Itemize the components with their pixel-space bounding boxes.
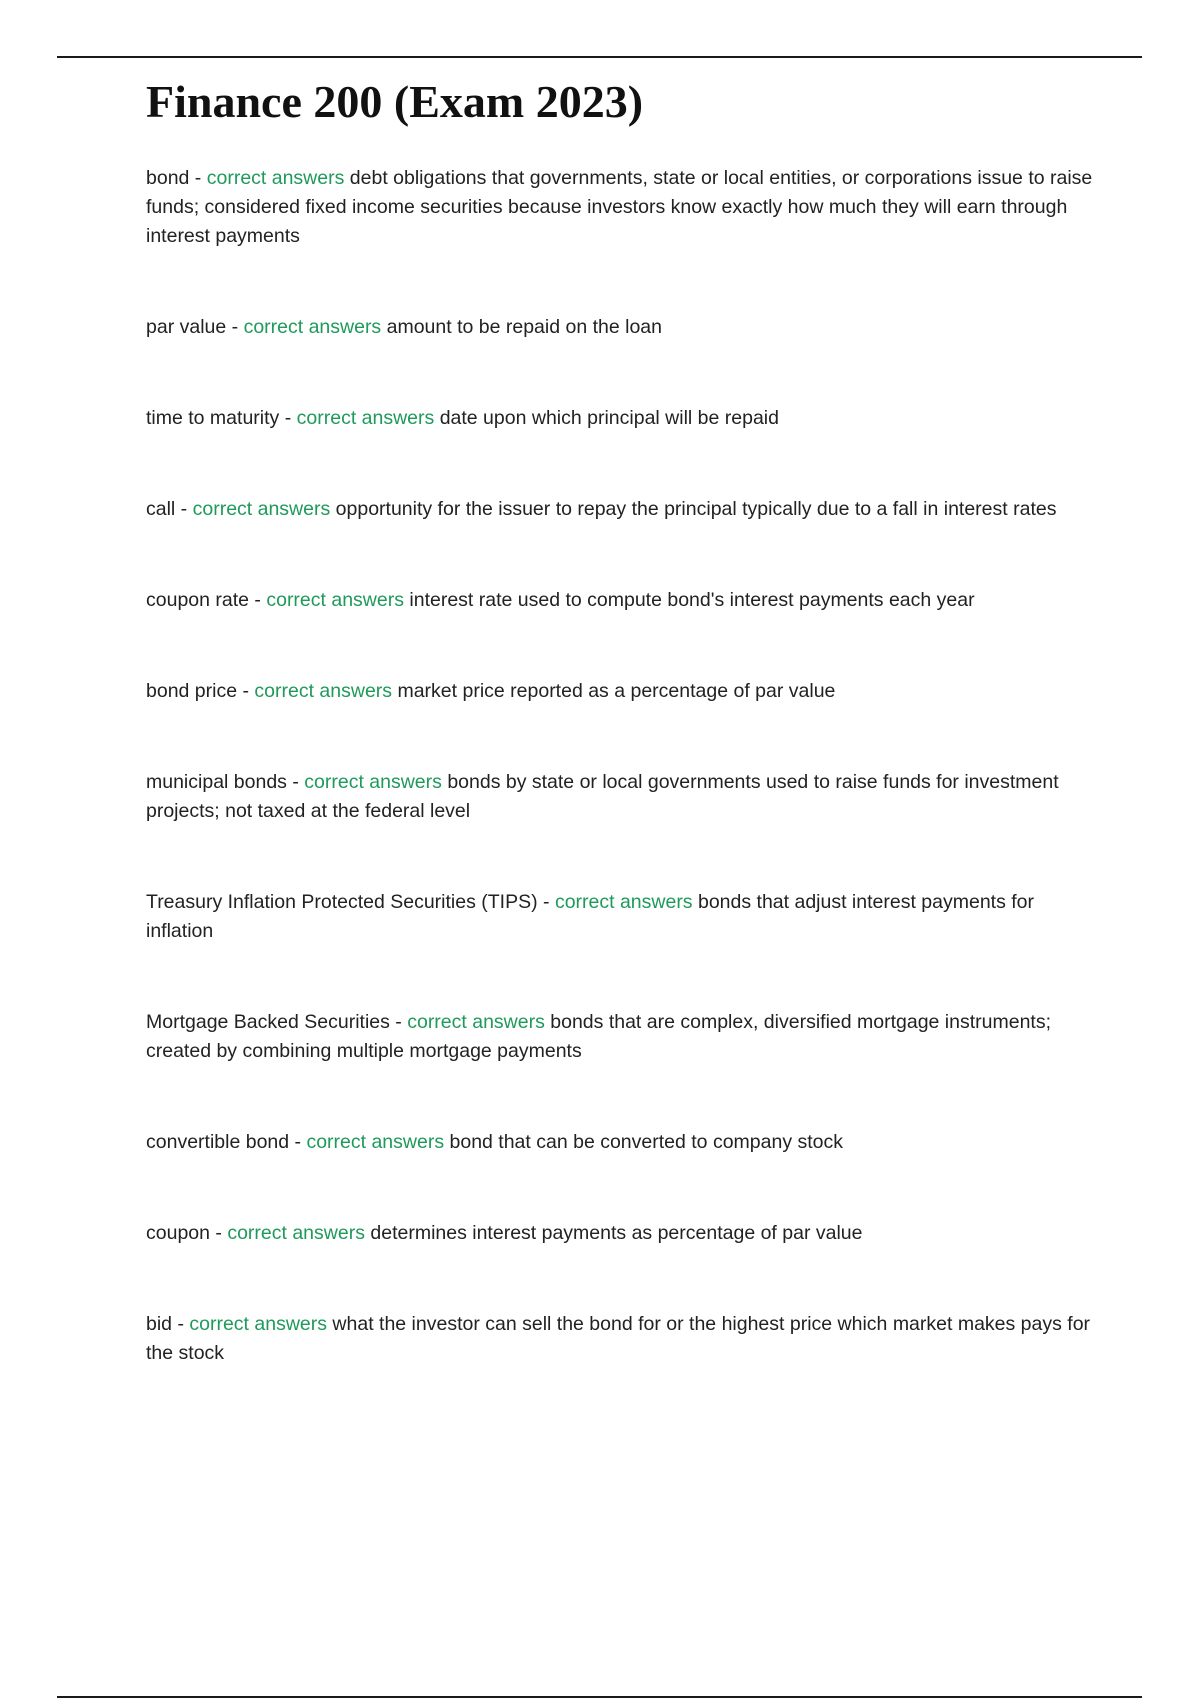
separator: - bbox=[286, 771, 305, 793]
page-title: Finance 200 (Exam 2023) bbox=[146, 76, 644, 127]
term: coupon bbox=[146, 1222, 210, 1244]
separator: - bbox=[237, 680, 255, 702]
definition: determines interest payments as percentage of par value bbox=[370, 1222, 863, 1244]
top-rule bbox=[57, 56, 1142, 58]
answer-marker: correct answers bbox=[227, 1222, 365, 1244]
list-item bbox=[146, 495, 1096, 524]
answer-marker: correct answers bbox=[407, 1011, 545, 1033]
answer-marker: correct answers bbox=[304, 771, 442, 793]
definition: bond that can be converted to company stock bbox=[449, 1131, 843, 1153]
term: convertible bond bbox=[146, 1131, 290, 1153]
term: municipal bonds bbox=[146, 771, 287, 793]
term: bond price bbox=[146, 680, 238, 702]
term: call bbox=[146, 498, 176, 520]
list-item bbox=[146, 1008, 1096, 1066]
list-item bbox=[146, 768, 1096, 826]
answer-marker: correct answers bbox=[296, 407, 435, 429]
term: Mortgage Backed Securities bbox=[146, 1011, 390, 1033]
separator: - bbox=[289, 1131, 307, 1153]
answer-marker: correct answers bbox=[189, 1313, 327, 1335]
definition: date upon which principal will be repaid bbox=[439, 407, 779, 429]
separator: - bbox=[537, 891, 555, 913]
separator: - bbox=[172, 1313, 190, 1335]
list-item bbox=[146, 586, 1096, 615]
separator: - bbox=[209, 1222, 228, 1244]
answer-marker: correct answers bbox=[206, 167, 345, 189]
list-item bbox=[146, 404, 1096, 433]
term: bid bbox=[146, 1313, 173, 1335]
document-page bbox=[146, 72, 1096, 1430]
answer-marker: correct answers bbox=[306, 1131, 445, 1153]
term: Treasury Inflation Protected Securities (TIPS) bbox=[146, 891, 538, 913]
definition: bonds that adjust interest payments for inflation bbox=[146, 891, 1035, 942]
answer-marker: correct answers bbox=[266, 589, 404, 611]
list-item bbox=[146, 888, 1096, 946]
list-item bbox=[146, 313, 1096, 342]
separator: - bbox=[189, 167, 207, 189]
list-item bbox=[146, 164, 1096, 251]
separator: - bbox=[249, 589, 267, 611]
term: coupon rate bbox=[146, 589, 249, 611]
answer-marker: correct answers bbox=[254, 680, 393, 702]
flashcard-list bbox=[146, 164, 1096, 1368]
list-item bbox=[146, 1128, 1096, 1157]
definition: opportunity for the issuer to repay the principal typically due to a fall in interest rates bbox=[335, 498, 1057, 520]
answer-marker: correct answers bbox=[243, 316, 382, 338]
answer-marker: correct answers bbox=[554, 891, 693, 913]
list-item bbox=[146, 1310, 1096, 1368]
separator: - bbox=[279, 407, 297, 429]
definition: amount to be repaid on the loan bbox=[386, 316, 662, 338]
definition: bonds that are complex, diversified mortgage instruments; created by combining multiple mortgage payments bbox=[146, 1011, 1052, 1062]
definition: debt obligations that governments, state or local entities, or corporations issue to raise funds; considered fixed income securities because investors know exactly how much they will earn through interest payments bbox=[146, 167, 1093, 247]
definition: what the investor can sell the bond for or the highest price which market makes pays for the stock bbox=[146, 1313, 1091, 1364]
definition: interest rate used to compute bond's interest payments each year bbox=[409, 589, 975, 611]
separator: - bbox=[226, 316, 244, 338]
definition: market price reported as a percentage of par value bbox=[397, 680, 836, 702]
term: bond bbox=[146, 167, 190, 189]
term: time to maturity bbox=[146, 407, 280, 429]
list-item bbox=[146, 1219, 1096, 1248]
separator: - bbox=[175, 498, 193, 520]
answer-marker: correct answers bbox=[192, 498, 331, 520]
separator: - bbox=[389, 1011, 408, 1033]
definition: bonds by state or local governments used to raise funds for investment projects; not taxed at the federal level bbox=[146, 771, 1059, 822]
bottom-rule bbox=[57, 1696, 1142, 1698]
list-item bbox=[146, 677, 1096, 706]
term: par value bbox=[146, 316, 227, 338]
